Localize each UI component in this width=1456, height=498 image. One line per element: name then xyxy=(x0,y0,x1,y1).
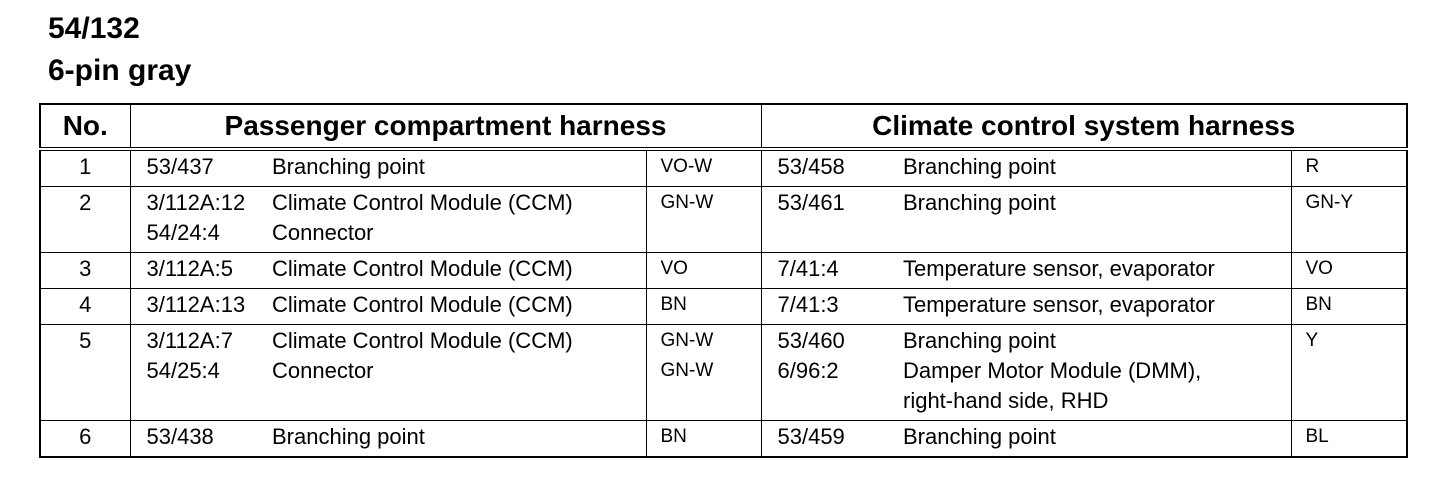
passenger-description: Climate Control Module (CCM) xyxy=(272,190,573,215)
climate-description: Branching point xyxy=(903,328,1056,353)
passenger-description: Branching point xyxy=(272,424,425,449)
passenger-wire-color: BN xyxy=(660,294,687,315)
passenger-wire-color: VO xyxy=(660,258,688,279)
climate-wire-color-cell xyxy=(1291,253,1407,289)
climate-wire-color-cell xyxy=(1291,325,1407,421)
connector-heading xyxy=(48,8,191,92)
passenger-code-cell xyxy=(130,253,272,289)
climate-code: 7/41:4 xyxy=(777,256,839,281)
pin-number-cell: 4 xyxy=(40,289,130,325)
climate-wire-color: Y xyxy=(1305,330,1319,351)
passenger-wire-color-cell xyxy=(646,421,761,458)
passenger-description: Branching point xyxy=(272,154,425,179)
table-row xyxy=(40,149,1407,187)
climate-description: Branching point xyxy=(903,424,1056,449)
climate-wire-color: BL xyxy=(1305,426,1329,447)
climate-wire-color: BN xyxy=(1305,294,1332,315)
passenger-code-cell xyxy=(130,289,272,325)
climate-code: 53/461 xyxy=(777,190,845,215)
header-no: No. xyxy=(62,110,108,141)
passenger-code: 53/437 xyxy=(146,154,214,179)
table-row xyxy=(40,325,1407,421)
climate-wire-color-cell xyxy=(1291,421,1407,458)
climate-description-cell xyxy=(903,253,1291,289)
climate-description-cell xyxy=(903,325,1291,421)
passenger-description-cell xyxy=(272,149,646,187)
passenger-description-cell xyxy=(272,253,646,289)
connector-id: 54/132 xyxy=(48,12,140,45)
climate-description: Branching point xyxy=(903,190,1056,215)
passenger-code-cell xyxy=(130,325,272,421)
passenger-code-cell xyxy=(130,149,272,187)
climate-description-cell xyxy=(903,421,1291,458)
passenger-wire-color: GN-W xyxy=(660,360,714,381)
climate-code-cell xyxy=(761,149,903,187)
climate-description: Damper Motor Module (DMM), xyxy=(903,358,1202,383)
passenger-description-cell xyxy=(272,421,646,458)
header-passenger-harness: Passenger compartment harness xyxy=(130,104,761,149)
passenger-wire-color: GN-W xyxy=(660,330,714,351)
passenger-code: 3/112A:7 xyxy=(146,328,233,353)
climate-code-cell xyxy=(761,253,903,289)
climate-wire-color-cell xyxy=(1291,149,1407,187)
passenger-code: 53/438 xyxy=(146,424,214,449)
passenger-wire-color-cell xyxy=(646,325,761,421)
passenger-description: Climate Control Module (CCM) xyxy=(272,328,573,353)
passenger-description-cell xyxy=(272,289,646,325)
table-row xyxy=(40,289,1407,325)
climate-wire-color-cell xyxy=(1291,187,1407,253)
passenger-code-cell xyxy=(130,421,272,458)
connector-pin-table xyxy=(39,103,1408,458)
table-row xyxy=(40,421,1407,458)
passenger-wire-color-cell xyxy=(646,149,761,187)
passenger-code: 3/112A:5 xyxy=(146,256,233,281)
passenger-code: 54/24:4 xyxy=(146,220,220,245)
passenger-wire-color: BN xyxy=(660,426,687,447)
passenger-wire-color-cell xyxy=(646,253,761,289)
pin-number-cell: 1 xyxy=(40,149,130,187)
climate-code: 6/96:2 xyxy=(777,358,839,383)
pin-number-cell: 2 xyxy=(40,187,130,253)
climate-description: Temperature sensor, evaporator xyxy=(903,292,1215,317)
climate-code-cell xyxy=(761,325,903,421)
pin-number-cell: 3 xyxy=(40,253,130,289)
passenger-wire-color: GN-W xyxy=(660,192,714,213)
climate-description: right-hand side, RHD xyxy=(903,388,1109,413)
climate-wire-color: R xyxy=(1305,156,1320,177)
passenger-description-cell xyxy=(272,187,646,253)
climate-wire-color: VO xyxy=(1305,258,1333,279)
passenger-description: Climate Control Module (CCM) xyxy=(272,292,573,317)
climate-wire-color: GN-Y xyxy=(1305,192,1353,213)
climate-description-cell xyxy=(903,149,1291,187)
passenger-description: Climate Control Module (CCM) xyxy=(272,256,573,281)
climate-code: 7/41:3 xyxy=(777,292,839,317)
climate-code-cell xyxy=(761,187,903,253)
passenger-description: Connector xyxy=(272,358,374,383)
passenger-wire-color: VO-W xyxy=(660,156,713,177)
header-climate-harness: Climate control system harness xyxy=(761,104,1407,149)
table-header-row xyxy=(40,104,1407,149)
connector-description: 6-pin gray xyxy=(48,54,192,87)
passenger-description: Connector xyxy=(272,220,374,245)
passenger-wire-color-cell xyxy=(646,187,761,253)
pin-number-cell: 6 xyxy=(40,421,130,458)
climate-code: 53/460 xyxy=(777,328,845,353)
pin-number-cell: 5 xyxy=(40,325,130,421)
table-row xyxy=(40,187,1407,253)
table-row xyxy=(40,253,1407,289)
climate-description-cell xyxy=(903,187,1291,253)
passenger-code: 3/112A:12 xyxy=(146,190,246,215)
climate-code-cell xyxy=(761,421,903,458)
climate-description: Branching point xyxy=(903,154,1056,179)
climate-code: 53/459 xyxy=(777,424,845,449)
climate-description-cell xyxy=(903,289,1291,325)
table-body xyxy=(40,149,1407,457)
passenger-code: 3/112A:13 xyxy=(146,292,246,317)
climate-description: Temperature sensor, evaporator xyxy=(903,256,1215,281)
passenger-code: 54/25:4 xyxy=(146,358,220,383)
climate-code: 53/458 xyxy=(777,154,845,179)
passenger-wire-color-cell xyxy=(646,289,761,325)
passenger-description-cell xyxy=(272,325,646,421)
climate-wire-color-cell xyxy=(1291,289,1407,325)
passenger-code-cell xyxy=(130,187,272,253)
climate-code-cell xyxy=(761,289,903,325)
